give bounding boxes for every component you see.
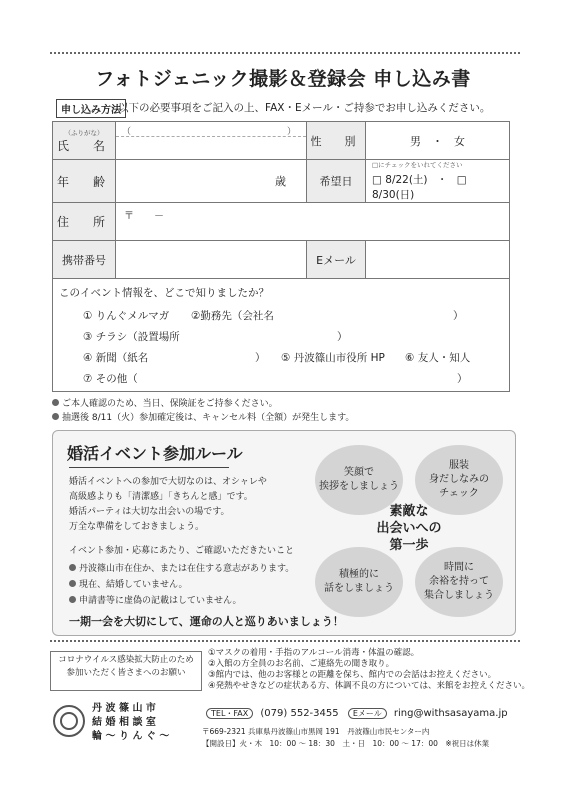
rules-confirm: イベント参加・応募にあたり、ご確認いただきたいこと: [69, 546, 295, 556]
source-option-1[interactable]: ① りんぐメルマガ: [83, 310, 170, 322]
tel-label: TEL・FAX: [206, 708, 253, 719]
age-unit: 歳: [275, 175, 286, 188]
date-hint: □にチェックをいれてください: [372, 161, 463, 169]
ring-logo-icon: [52, 704, 86, 738]
tip-punctuality: 時間に 余裕を持って 集合しましょう: [415, 547, 503, 617]
paren-close-4: ）: [255, 352, 266, 364]
rules-intro: 婚活イベントへの参加で大切なのは、オシャレや 高級感よりも「清潔感」「きちんと感」です。 婚活パーティは大切な出会いの場です。 万全な準備をしておきましょう。: [69, 477, 267, 532]
note-2: 抽選後 8/11（火）参加確定後は、キャンセル料（全額）が発生します。: [62, 413, 355, 423]
application-form: [52, 121, 510, 279]
bullet-icon: [52, 399, 59, 406]
footer: [52, 700, 522, 752]
date-options: [366, 160, 510, 203]
top-divider: [50, 52, 520, 54]
phone-input[interactable]: [116, 241, 307, 279]
rules-heading: 婚活イベント参加ルール: [67, 444, 243, 463]
paren-close-7: ）: [457, 373, 468, 385]
method-label: 申し込み方法: [56, 99, 126, 118]
bottom-divider: [50, 640, 520, 642]
date-option-0822[interactable]: □ 8/22(土): [372, 174, 428, 186]
rules-checklist: 丹波篠山市在住か、または在住する意志があります。 現在、結婚していません。 申請書等に虚偽の記載はしていません。: [69, 561, 294, 609]
tel-number[interactable]: (079) 552-3455: [260, 708, 339, 719]
email-label-badge: Eメール: [348, 708, 387, 719]
age-label: 年 齢: [53, 160, 116, 203]
age-input[interactable]: [116, 160, 307, 203]
email-input[interactable]: [366, 241, 510, 279]
name-label-cell: [53, 122, 116, 160]
corona-rules: ①マスクの着用・手指のアルコール消毒・体温の確認。 ②入館の方全員のお名前、ご連絡先の聞き取り。 ③館内では、他のお客様との距離を保ち、館内での会話はお控えください。 ④発熱やせきなどの症状ある方、体調不良の方については、来館をお控えください。: [208, 648, 530, 691]
source-option-7[interactable]: ⑦ その他（: [83, 373, 138, 385]
method-text: 以下の必要事項をご記入の上、FAX・Eメール・ご持参でお申し込みください。: [118, 102, 491, 114]
note-1: ご本人確認のため、当日、保険証をご持参ください。: [62, 399, 278, 409]
footer-address: 〒669-2321 兵庫県丹波篠山市黒岡 191 丹波篠山市民センター内: [202, 727, 430, 736]
email-address[interactable]: ring@withsasayama.jp: [393, 708, 508, 719]
rules-box: [52, 430, 516, 636]
phone-label: 携帯番号: [53, 241, 116, 279]
gender-label: 性 別: [307, 122, 366, 160]
heading-underline: [69, 467, 229, 468]
footer-hours: 【開設日】火・木 10：00 ～ 18：30 土・日 10：00 ～ 17：00 ※祝日は休業: [202, 739, 490, 748]
page-title: フォトジェニック撮影＆登録会 申し込み書: [95, 68, 471, 90]
contact-line: [206, 708, 508, 719]
date-option-0830[interactable]: □ 8/30(日): [372, 174, 467, 201]
gender-select[interactable]: 男 ・ 女: [366, 122, 510, 160]
furigana-label: （ふりがな）: [64, 128, 104, 137]
tip-appearance: 服装 身だしなみの チェック: [415, 445, 503, 515]
source-option-4[interactable]: ④ 新聞（紙名: [83, 352, 149, 364]
address-label: 住 所: [53, 203, 116, 241]
address-input[interactable]: [116, 203, 510, 241]
source-option-5[interactable]: ⑤ 丹波篠山市役所 HP: [281, 352, 385, 364]
corona-notice-box: コロナウイルス感染拡大防止のため 参加いただく皆さまへのお願い: [50, 651, 202, 691]
date-label: 希望日: [307, 160, 366, 203]
center-message: 素敵な 出会いへの 第一歩: [376, 504, 442, 553]
source-option-3[interactable]: ③ チラシ（設置場所: [83, 331, 180, 343]
source-option-6[interactable]: ⑥ 友人・知人: [405, 352, 471, 364]
source-option-2[interactable]: ②勤務先（会社名: [191, 310, 274, 322]
postal-mark: 〒 －: [124, 211, 164, 222]
name-label: 氏 名: [56, 138, 111, 153]
name-input[interactable]: （ ）: [116, 122, 307, 160]
tip-greeting: 笑顔で 挨拶をしましょう: [315, 445, 403, 515]
email-label: Eメール: [307, 241, 366, 279]
date-separator: ・: [436, 174, 448, 186]
tip-conversation: 積極的に 話をしましょう: [315, 547, 403, 617]
org-name: 丹 波 篠 山 市 結 婚 相 談 室 輪 〜 り ん ぐ 〜: [92, 703, 170, 742]
rules-motto: 一期一会を大切にして、運命の人と巡りあいましょう！: [69, 615, 344, 628]
notes: [52, 397, 354, 425]
source-question: このイベント情報を、どこで知りましたか？: [59, 287, 269, 299]
paren-close-3: ）: [337, 331, 348, 343]
bullet-icon: [52, 413, 59, 420]
source-section: [52, 277, 510, 392]
paren-close-2: ）: [453, 310, 464, 322]
